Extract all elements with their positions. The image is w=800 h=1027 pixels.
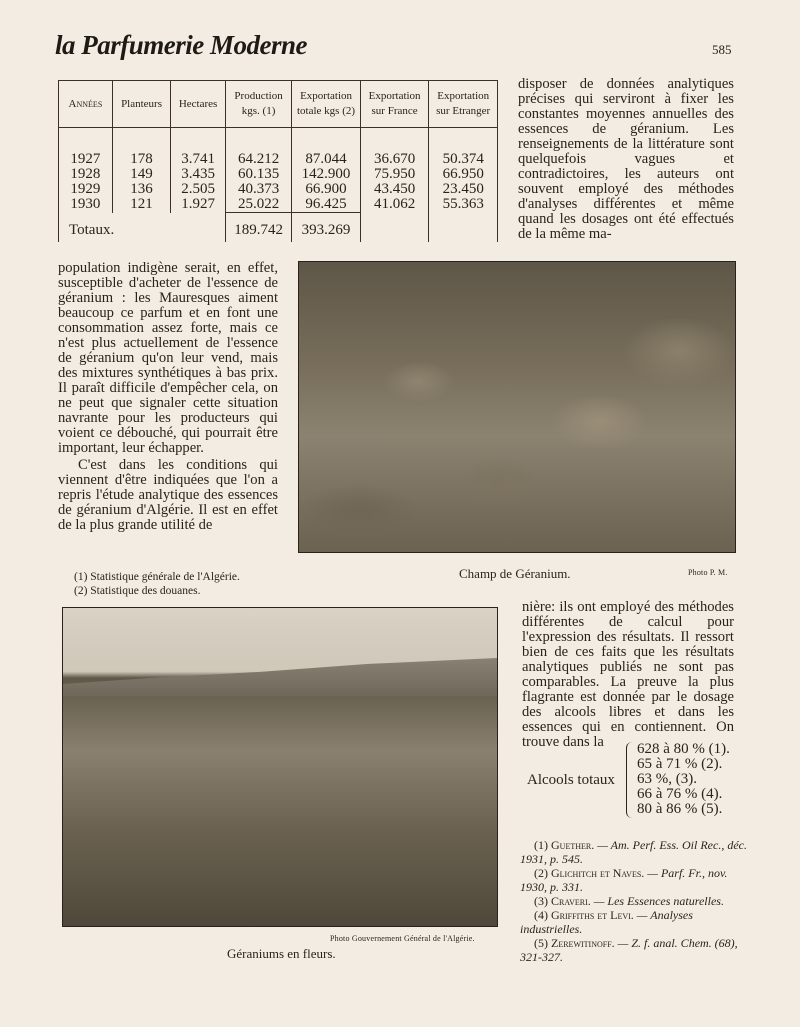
cell: 1928 [59,167,113,182]
cell: 1929 [59,182,113,197]
right-column-top-text [518,77,734,242]
footnote-author: Griffiths et Levi. [551,908,634,922]
cell: 50.374 [429,128,498,168]
cell: 136 [112,182,170,197]
footnote-ref: — Analyses industrielles. [520,908,693,936]
brace [626,742,637,818]
footnote-number: (1) [534,838,548,852]
cell: 23.450 [429,182,498,197]
table-row [59,167,498,182]
cell: 64.212 [225,128,291,168]
header-production: Production kgs. (1) [225,81,291,128]
footnote-ref: — Am. Perf. Ess. Oil Rec., déc. 1931, p. 545. [520,838,747,866]
cell: 60.135 [225,167,291,182]
cell: 121 [112,197,170,213]
footnote: (1) Statistique générale de l'Algérie. [74,571,240,583]
footnote-ref: — Parf. Fr., nov. 1930, p. 331. [520,866,728,894]
footnote-number: (2) [534,866,548,880]
alcools-label: Alcools totaux [527,772,615,788]
cell: 43.450 [360,182,429,197]
header-annees: Années [59,81,113,128]
table-row [59,182,498,197]
left-footnotes [74,570,294,598]
cell: 96.425 [292,197,361,213]
footnote [520,866,750,894]
cell [429,213,498,243]
cell: 1930 [59,197,113,213]
footnote-author: Craveri. [551,894,591,908]
right-footnotes [520,838,750,964]
cell: 87.044 [292,128,361,168]
footnote [520,894,750,908]
header-exportation-etranger: Exportation sur Etranger [429,81,498,128]
total-production: 189.742 [225,213,291,243]
left-column-text [58,261,278,533]
cell: 178 [112,128,170,168]
cell: 3.741 [171,128,226,168]
photo2-caption: Géraniums en fleurs. [227,946,336,961]
footnote-ref: — Les Essences naturelles. [593,894,724,908]
cell: 66.900 [292,182,361,197]
footnote-number: (4) [534,908,548,922]
cell: 2.505 [171,182,226,197]
photo1-credit: Photo P. M. [688,568,728,577]
paragraph: nière: ils ont employé des méthodes différentes de calcul pour l'expression des résultats. Il ressort bien de ces faits que les résultats analytiques publiés ne sont pas comparables. La preuve la plus flagrante est donnée par le dosage des alcools libres et dans les essences qui en contiennent. On trouve dans la [522,599,734,750]
table-row [59,197,498,213]
footnote: (2) Statistique des douanes. [74,585,201,597]
cell [360,213,429,243]
cell: 75.950 [360,167,429,182]
footnote-author: Glichitch et Naves. [551,866,645,880]
geranium-field-photo [298,261,736,553]
cell: 142.900 [292,167,361,182]
cell: 1.927 [171,197,226,213]
alcool-value: 65 à 71 % (2). [637,756,723,772]
photo1-caption: Champ de Géranium. [459,566,571,581]
header-exportation-france: Exportation sur France [360,81,429,128]
header-planteurs: Planteurs [112,81,170,128]
paragraph: disposer de données analytiques précises qui serviront à fixer les constantes moyennes annuelles des essences de géranium. Les renseignements de la littérature sont quelquefois vagues et contradictoires, les auteurs ont souvent employé des méthodes d'analyses différentes et même quand les dosages ont été effectués de la même ma- [518,76,734,242]
journal-logo: la Parfumerie Moderne [55,30,307,60]
cell: 3.435 [171,167,226,182]
statistics-table [58,80,498,242]
header-hectares: Hectares [171,81,226,128]
header-exportation-totale: Exportation totale kgs (2) [292,81,361,128]
cell: 40.373 [225,182,291,197]
alcool-value: 80 à 86 % (5). [637,801,723,817]
geraniums-in-bloom-photo [62,607,498,927]
footnote-number: (5) [534,936,548,950]
footnote-author: Zerewitinoff. [551,936,615,950]
footnote [520,936,750,964]
alcool-value: 63 %, (3). [637,771,697,787]
table-total-row [59,213,498,243]
cell: 25.022 [225,197,291,213]
cell: 36.670 [360,128,429,168]
hills-silhouette [63,656,497,696]
alcools-values [637,742,737,817]
cell: 149 [112,167,170,182]
right-column-bottom-text [522,600,734,750]
table-header-row [59,81,498,128]
total-exportation: 393.269 [292,213,361,243]
footnote [520,838,750,866]
cell: 66.950 [429,167,498,182]
paragraph: population indigène serait, en effet, susceptible d'acheter de l'essence de géranium : les Mauresques aiment beaucoup ce parfum et en font une consommation assez forte, mais ce n'est plus actuellement de l'essence de géranium qu'on leur vend, mais des mixtures synthétiques à bas prix. Il paraît difficile d'empêcher cela, on ne peut que signaler cette situation navrante pour les producteurs qui voient ce débouché, qui pourrait être important, leur échapper. [58,260,278,456]
paragraph: C'est dans les conditions qui viennent d'être indiquées que l'on a repris l'étude analytique des essences de géranium d'Algérie. Il est en effet de la plus grande utilité de [58,457,278,533]
photo2-credit: Photo Gouvernement Général de l'Algérie. [330,934,475,943]
alcool-value: 66 à 76 % (4). [637,786,723,802]
alcool-value: 628 à 80 % (1). [637,741,730,757]
cell: 1927 [59,128,113,168]
table-row [59,128,498,168]
page-number: 585 [712,42,732,57]
total-label: Totaux. [59,213,226,243]
cell: 55.363 [429,197,498,213]
footnote-author: Guether. [551,838,595,852]
cell: 41.062 [360,197,429,213]
footnote-number: (3) [534,894,548,908]
footnote [520,908,750,936]
footnote-ref: — Z. f. anal. Chem. (68), 321-327. [520,936,738,964]
